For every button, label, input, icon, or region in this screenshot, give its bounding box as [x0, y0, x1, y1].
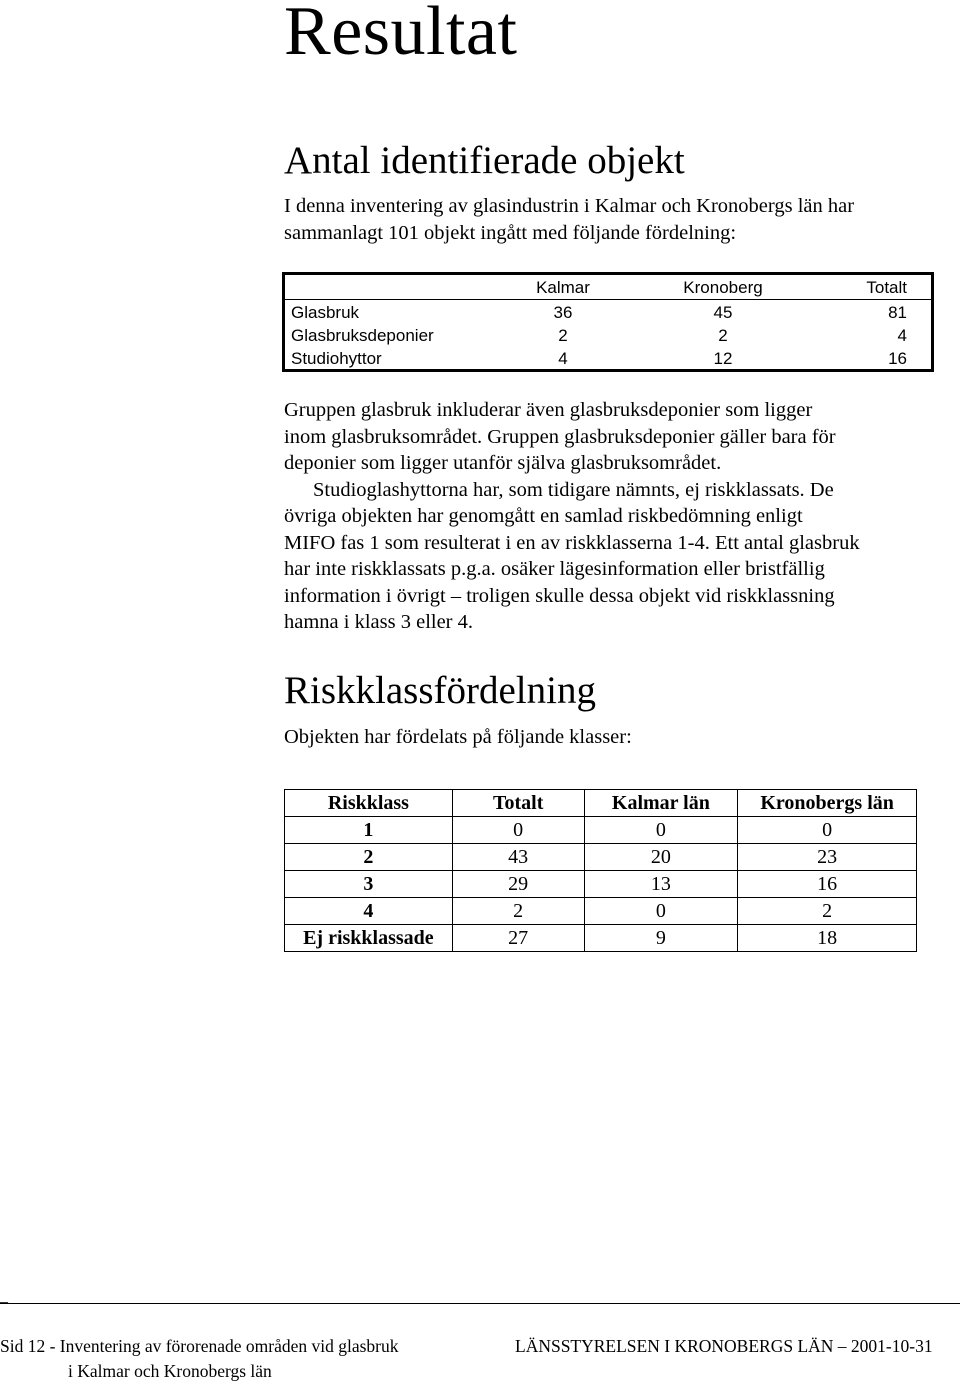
table-cell: Ej riskklassade	[285, 925, 453, 952]
page-title: Resultat	[284, 0, 518, 70]
body-line: har inte riskklassats p.g.a. osäker lägesinformation eller bristfällig	[284, 558, 825, 580]
table-cell: 81	[888, 303, 907, 322]
table-cell: 43	[452, 844, 584, 871]
table-cell: 9	[584, 925, 738, 952]
intro-paragraph	[284, 193, 960, 246]
footer-subtitle: i Kalmar och Kronobergs län	[68, 1361, 272, 1381]
table-cell: 23	[738, 844, 917, 871]
section-heading-riskklass: Riskklassfördelning	[284, 669, 596, 712]
body-line: hamna i klass 3 eller 4.	[284, 611, 474, 633]
riskklass-intro: Objekten har fördelats på följande klasser:	[284, 726, 632, 748]
table-cell: 16	[738, 871, 917, 898]
footer-left	[0, 1334, 399, 1384]
table-cell: Glasbruksdeponier	[291, 326, 434, 345]
body-line: MIFO fas 1 som resulterat i en av riskklasserna 1-4. Ett antal glasbruk	[284, 531, 860, 554]
table-header-cell: Riskklass	[285, 790, 453, 817]
table-cell: 4	[285, 898, 453, 925]
table-cell: 16	[888, 349, 907, 368]
footer-right: LÄNSSTYRELSEN I KRONOBERGS LÄN – 2001-10-31	[515, 1336, 933, 1356]
section-heading-antal: Antal identifierade objekt	[284, 139, 685, 182]
table-cell: Studiohyttor	[291, 349, 382, 368]
body-line: Studioglashyttorna har, som tidigare nämnts, ej riskklassats. De	[313, 478, 834, 501]
table-cell: Glasbruk	[291, 303, 360, 322]
body-line: övriga objekten har genomgått en samlad riskbedömning enligt	[284, 505, 803, 527]
table-cell: 2	[285, 844, 453, 871]
table-header-row	[285, 276, 931, 300]
table-cell: 2	[558, 326, 568, 345]
object-count-table	[282, 272, 934, 372]
table-header-cell: Totalt	[452, 790, 584, 817]
table-cell: 3	[285, 871, 453, 898]
table-header-cell: Kalmar län	[584, 790, 738, 817]
table-cell: 29	[452, 871, 584, 898]
table-cell: 45	[713, 303, 733, 322]
table-row	[285, 898, 917, 925]
table-cell: 36	[553, 303, 573, 322]
footer-page-label: Sid 12 - Inventering av förorenade områden vid glasbruk	[0, 1336, 399, 1356]
risk-class-table	[284, 789, 917, 952]
table-cell: 2	[718, 326, 728, 345]
table-header-cell: Kronobergs län	[738, 790, 917, 817]
body-paragraph	[284, 397, 960, 636]
table-row	[285, 871, 917, 898]
table-header-cell: Totalt	[866, 278, 907, 297]
body-line: deponier som ligger utanför själva glasbruksområdet.	[284, 452, 722, 474]
table-cell: 27	[452, 925, 584, 952]
intro-line: sammanlagt 101 objekt ingått med följande fördelning:	[284, 221, 737, 244]
table-header-row	[285, 790, 917, 817]
table-header-cell: Kronoberg	[683, 278, 763, 297]
body-line: information i övrigt – troligen skulle dessa objekt vid riskklassning	[284, 584, 835, 607]
body-line: Gruppen glasbruk inkluderar även glasbruksdeponier som ligger	[284, 399, 813, 421]
table-cell: 0	[584, 817, 738, 844]
table-cell: 12	[713, 349, 733, 368]
footer-underscore: _	[0, 1288, 8, 1305]
table-row	[285, 301, 931, 324]
table-cell: 0	[584, 898, 738, 925]
table-cell: 4	[897, 326, 907, 345]
table-cell: 4	[558, 349, 568, 368]
table-row	[285, 347, 931, 370]
table-row	[285, 817, 917, 844]
table-cell: 2	[738, 898, 917, 925]
table-row	[285, 844, 917, 871]
table-cell: 1	[285, 817, 453, 844]
table-header-cell: Kalmar	[536, 278, 590, 297]
table-cell: 0	[738, 817, 917, 844]
table-cell: 20	[584, 844, 738, 871]
table-cell: 18	[738, 925, 917, 952]
table-row	[285, 324, 931, 347]
intro-line: I denna inventering av glasindustrin i Kalmar och Kronobergs län har	[284, 195, 855, 217]
table-cell: 13	[584, 871, 738, 898]
body-line: inom glasbruksområdet. Gruppen glasbruksdeponier gäller bara för	[284, 425, 836, 448]
table-cell: 0	[452, 817, 584, 844]
footer-divider	[0, 1303, 960, 1304]
table-row	[285, 925, 917, 952]
table-cell: 2	[452, 898, 584, 925]
